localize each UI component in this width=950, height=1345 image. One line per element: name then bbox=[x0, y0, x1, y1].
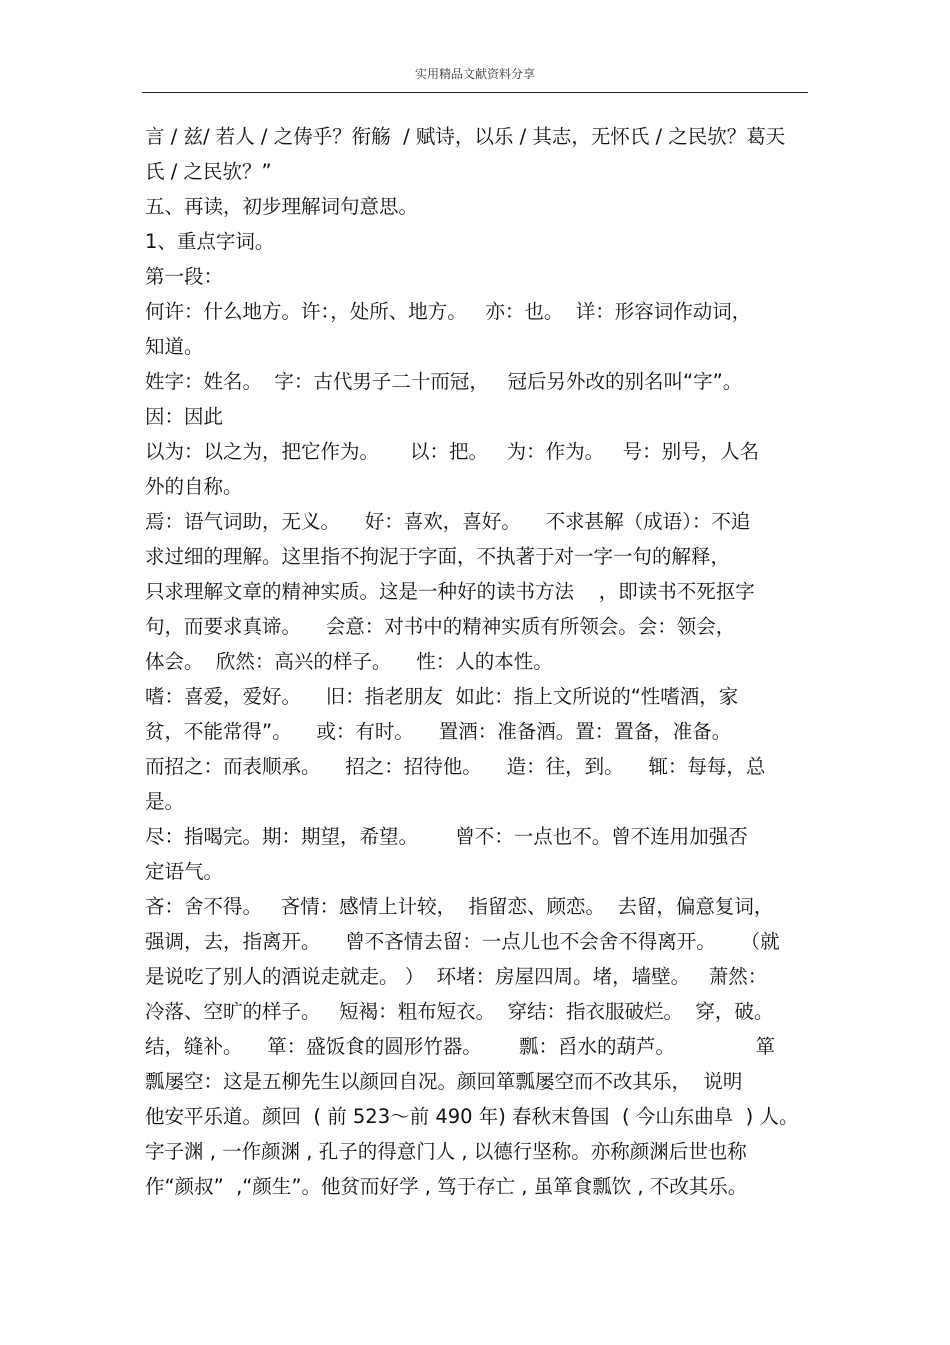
text-line: 是。 bbox=[145, 790, 185, 813]
section-heading: 五、再读，初步理解词句意思。 bbox=[145, 195, 419, 218]
text-line: 强调，去，指离开。 曾不吝情去留：一点儿也不会舍不得离开。 （就 bbox=[145, 930, 780, 953]
text-line: 氏 / 之民欤？” bbox=[145, 160, 272, 183]
text-line: 字子渊 , 一作颜渊 , 孔子的得意门人 , 以德行坚称。亦称颜渊后世也称 bbox=[145, 1140, 747, 1163]
text-line: 冷落、空旷的样子。 短褐：粗布短衣。 穿结：指衣服破烂。 穿，破。 bbox=[145, 1000, 774, 1023]
text-line: 作“颜叔” ,“颜生”。他贫而好学 , 笃于存亡 , 虽箪食瓢饮 , 不改其乐。 bbox=[145, 1175, 748, 1198]
text-line: 是说吃了别人的酒说走就走。 ） 环堵：房屋四周。堵，墙壁。 萧然： bbox=[145, 965, 768, 988]
text-line: 因：因此 bbox=[145, 405, 224, 428]
text-line: 以为：以之为，把它作为。 以：把。 为：作为。 号：别号，人名 bbox=[145, 440, 760, 463]
text-line: 吝：舍不得。 吝情：感情上计较， 指留恋、顾恋。 去留，偏意复词， bbox=[145, 895, 774, 918]
text-line: 结，缝补。 箪：盛饭食的圆形竹器。 瓢：舀水的葫芦。 箪 bbox=[145, 1035, 776, 1058]
paragraph-label: 第一段： bbox=[145, 265, 224, 288]
text-line: 求过细的理解。这里指不拘泥于字面，不执著于对一字一句的解释， bbox=[145, 545, 731, 568]
text-line: 句，而要求真谛。 会意：对书中的精神实质有所领会。会：领会， bbox=[145, 615, 736, 638]
header-title: 实用精品文献资料分享 bbox=[414, 67, 535, 81]
text-line: 贫，不能常得”。 或：有时。 置酒：准备酒。置：置备，准备。 bbox=[145, 720, 732, 743]
text-line: 只求理解文章的精神实质。这是一种好的读书方法 ，即读书不死抠字 bbox=[145, 580, 755, 603]
text-line: 姓字：姓名。 字：古代男子二十而冠， 冠后另外改的别名叫“字”。 bbox=[145, 370, 743, 393]
text-line: 尽：指喝完。期：期望，希望。 曾不：一点也不。曾不连用加强否 bbox=[145, 825, 748, 848]
document-body bbox=[145, 119, 825, 1204]
text-line: 嗜：喜爱，爱好。 旧：指老朋友 如此：指上文所说的“性嗜酒，家 bbox=[145, 685, 739, 708]
subsection-heading: 1、重点字词。 bbox=[145, 230, 275, 253]
text-line: 瓢屡空：这是五柳先生以颜回自况。颜回箪瓢屡空而不改其乐， 说明 bbox=[145, 1070, 743, 1093]
text-line: 外的自称。 bbox=[145, 475, 243, 498]
text-line: 而招之：而表顺承。 招之：招待他。 造：往，到。 辄：每每，总 bbox=[145, 755, 766, 778]
page-header bbox=[142, 64, 808, 93]
text-line: 体会。 欣然：高兴的样子。 性：人的本性。 bbox=[145, 650, 553, 673]
text-line: 他安平乐道。颜回 ( 前 523～前 490 年) 春秋末鲁国 ( 今山东曲阜 ) 人。 bbox=[145, 1105, 799, 1128]
text-line: 何许：什么地方。许：，处所、地方。 亦：也。 详：形容词作动词， bbox=[145, 300, 752, 323]
text-line: 焉：语气词助，无义。 好：喜欢，喜好。 不求甚解（成语）：不追 bbox=[145, 510, 751, 533]
text-line: 定语气。 bbox=[145, 860, 224, 883]
text-line: 言 / 兹/ 若人 / 之俦乎？衔觞 / 赋诗，以乐 / 其志，无怀氏 / 之民欤？葛天 bbox=[145, 125, 786, 148]
text-line: 知道。 bbox=[145, 335, 204, 358]
